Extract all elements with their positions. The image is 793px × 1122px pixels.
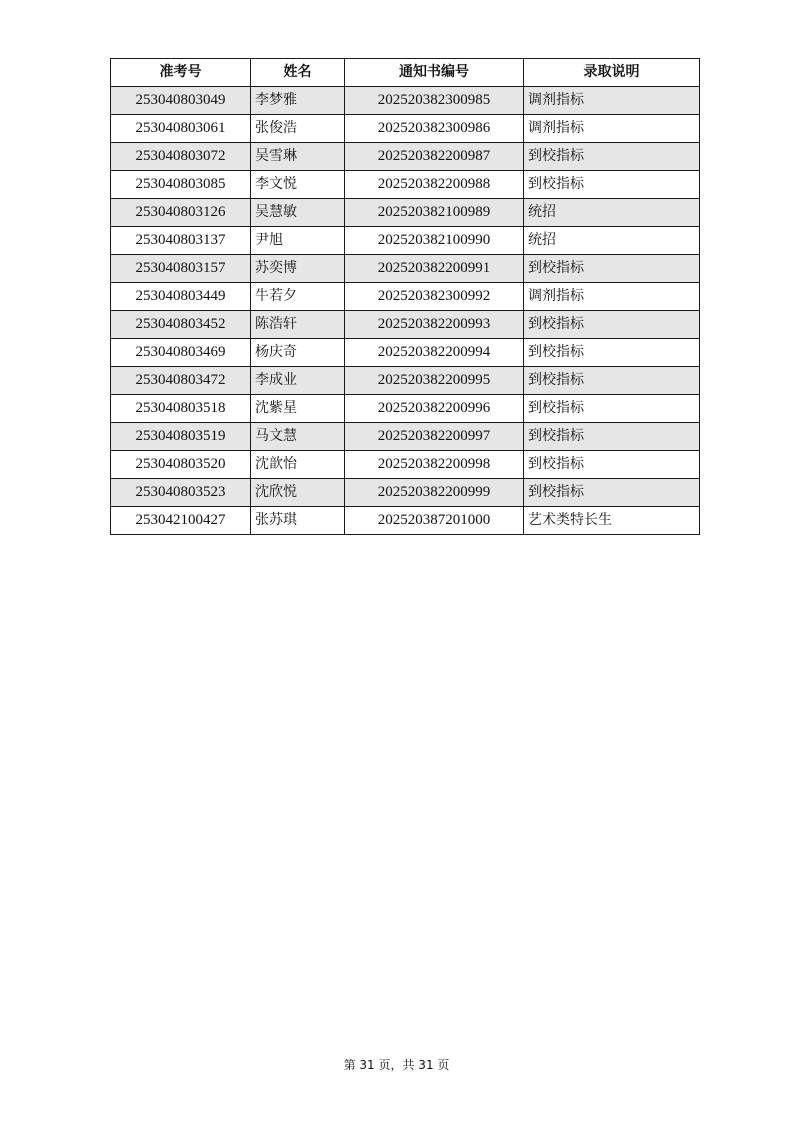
name-cell: 苏奕博 — [251, 255, 345, 283]
exam-id-cell: 253040803519 — [111, 423, 251, 451]
name-cell: 尹旭 — [251, 227, 345, 255]
exam-id-cell: 253040803049 — [111, 87, 251, 115]
notice-no-cell: 202520382200988 — [345, 171, 524, 199]
name-cell: 杨庆奇 — [251, 339, 345, 367]
exam-id-cell: 253040803085 — [111, 171, 251, 199]
exam-id-cell: 253040803523 — [111, 479, 251, 507]
notice-no-cell: 202520382100989 — [345, 199, 524, 227]
admission-note-cell: 到校指标 — [524, 423, 700, 451]
admission-note-cell: 到校指标 — [524, 171, 700, 199]
notice-no-cell: 202520382200987 — [345, 143, 524, 171]
table-row — [111, 87, 700, 115]
table-row — [111, 479, 700, 507]
exam-id-cell: 253042100427 — [111, 507, 251, 535]
name-cell: 吴慧敏 — [251, 199, 345, 227]
table-row — [111, 143, 700, 171]
exam-id-cell: 253040803469 — [111, 339, 251, 367]
notice-no-cell: 202520382200993 — [345, 311, 524, 339]
name-cell: 陈浩轩 — [251, 311, 345, 339]
notice-no-cell: 202520382300992 — [345, 283, 524, 311]
exam-id-cell: 253040803137 — [111, 227, 251, 255]
notice-no-cell: 202520382200994 — [345, 339, 524, 367]
name-cell: 张俊浩 — [251, 115, 345, 143]
header-exam-id: 准考号 — [111, 59, 251, 87]
notice-no-cell: 202520382200997 — [345, 423, 524, 451]
table-row — [111, 367, 700, 395]
table-row — [111, 115, 700, 143]
table-row — [111, 339, 700, 367]
name-cell: 马文慧 — [251, 423, 345, 451]
table-row — [111, 423, 700, 451]
notice-no-cell: 202520382200996 — [345, 395, 524, 423]
table-row — [111, 507, 700, 535]
admission-table — [110, 58, 700, 535]
notice-no-cell: 202520382300986 — [345, 115, 524, 143]
name-cell: 李成业 — [251, 367, 345, 395]
notice-no-cell: 202520382200991 — [345, 255, 524, 283]
table-header-row — [111, 59, 700, 87]
admission-note-cell: 到校指标 — [524, 479, 700, 507]
notice-no-cell: 202520382100990 — [345, 227, 524, 255]
exam-id-cell: 253040803472 — [111, 367, 251, 395]
exam-id-cell: 253040803452 — [111, 311, 251, 339]
admission-note-cell: 艺术类特长生 — [524, 507, 700, 535]
table-row — [111, 171, 700, 199]
admission-note-cell: 到校指标 — [524, 143, 700, 171]
admission-note-cell: 到校指标 — [524, 451, 700, 479]
name-cell: 牛若夕 — [251, 283, 345, 311]
notice-no-cell: 202520387201000 — [345, 507, 524, 535]
notice-no-cell: 202520382200998 — [345, 451, 524, 479]
exam-id-cell: 253040803520 — [111, 451, 251, 479]
name-cell: 沈欣悦 — [251, 479, 345, 507]
admission-note-cell: 调剂指标 — [524, 87, 700, 115]
name-cell: 张苏琪 — [251, 507, 345, 535]
name-cell: 李文悦 — [251, 171, 345, 199]
exam-id-cell: 253040803449 — [111, 283, 251, 311]
notice-no-cell: 202520382200995 — [345, 367, 524, 395]
table-row — [111, 451, 700, 479]
exam-id-cell: 253040803157 — [111, 255, 251, 283]
admission-note-cell: 到校指标 — [524, 339, 700, 367]
header-notice-no: 通知书编号 — [345, 59, 524, 87]
admission-note-cell: 到校指标 — [524, 367, 700, 395]
admission-note-cell: 到校指标 — [524, 395, 700, 423]
page-footer: 第 31 页，共 31 页 — [343, 1058, 450, 1072]
table-row — [111, 311, 700, 339]
exam-id-cell: 253040803061 — [111, 115, 251, 143]
name-cell: 李梦雅 — [251, 87, 345, 115]
table-row — [111, 227, 700, 255]
admission-note-cell: 调剂指标 — [524, 115, 700, 143]
notice-no-cell: 202520382300985 — [345, 87, 524, 115]
table-row — [111, 283, 700, 311]
admission-note-cell: 到校指标 — [524, 311, 700, 339]
admission-note-cell: 到校指标 — [524, 255, 700, 283]
table-row — [111, 255, 700, 283]
name-cell: 吴雪琳 — [251, 143, 345, 171]
name-cell: 沈紫星 — [251, 395, 345, 423]
header-admission-note: 录取说明 — [524, 59, 700, 87]
notice-no-cell: 202520382200999 — [345, 479, 524, 507]
table-row — [111, 199, 700, 227]
table-row — [111, 395, 700, 423]
exam-id-cell: 253040803072 — [111, 143, 251, 171]
exam-id-cell: 253040803518 — [111, 395, 251, 423]
name-cell: 沈歆怡 — [251, 451, 345, 479]
admission-note-cell: 调剂指标 — [524, 283, 700, 311]
admission-note-cell: 统招 — [524, 199, 700, 227]
exam-id-cell: 253040803126 — [111, 199, 251, 227]
admission-note-cell: 统招 — [524, 227, 700, 255]
header-name: 姓名 — [251, 59, 345, 87]
